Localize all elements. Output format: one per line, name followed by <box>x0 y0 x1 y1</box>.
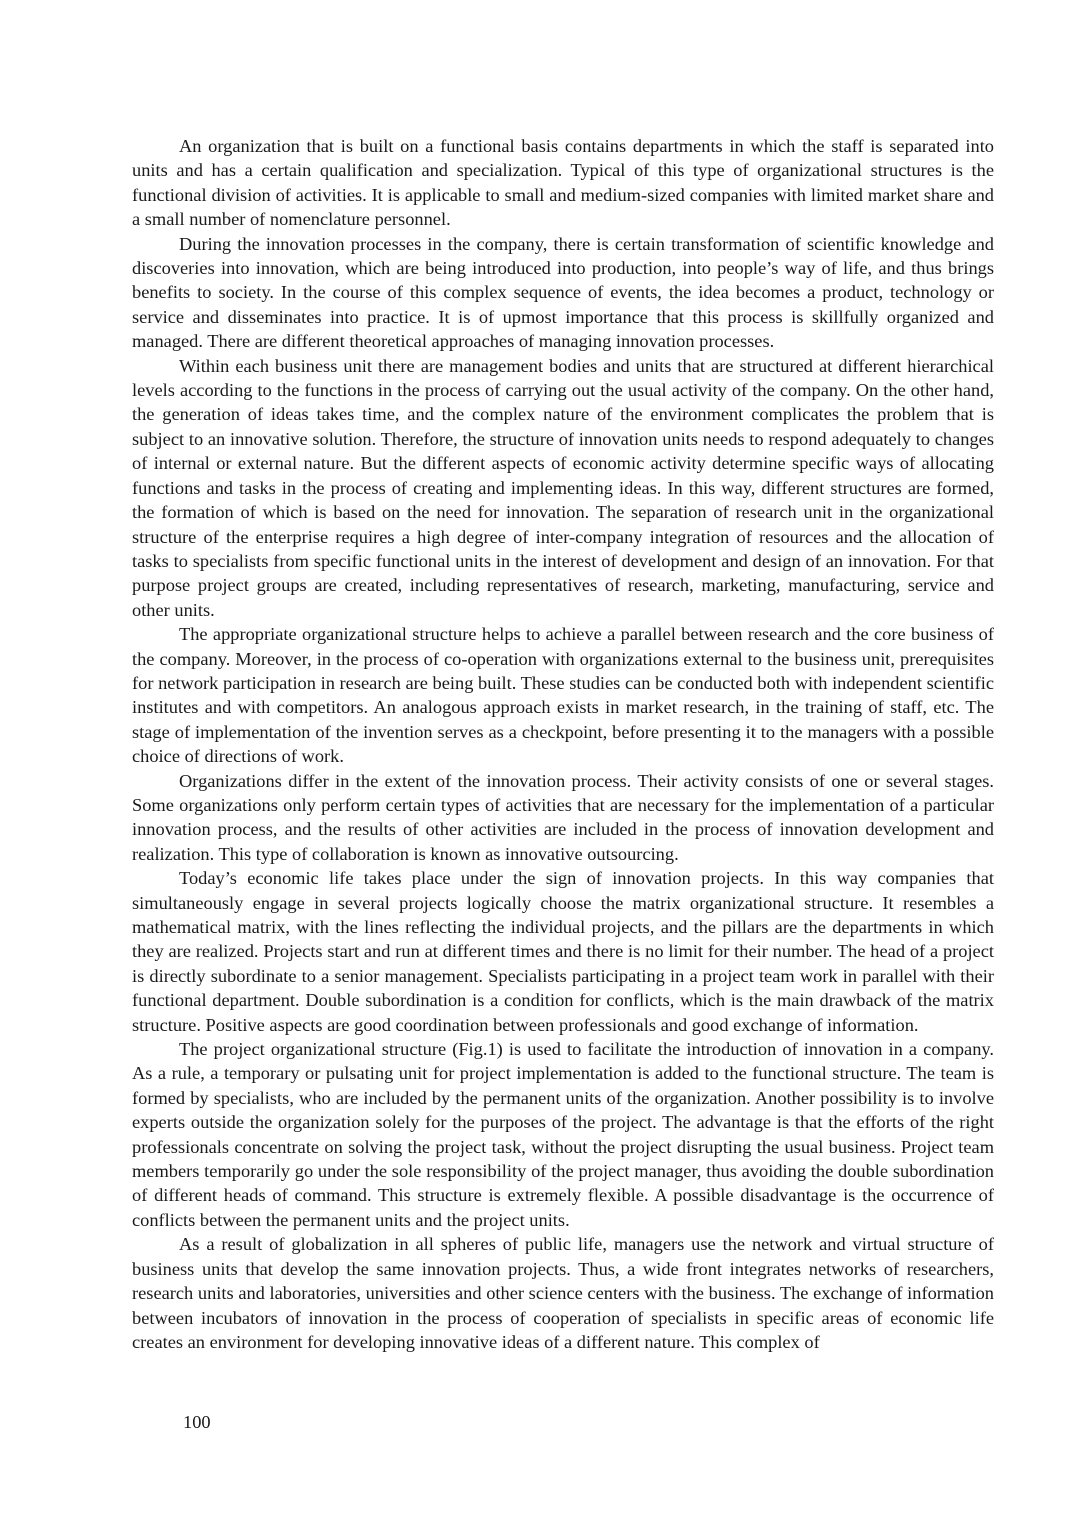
paragraph-innovation-extent: Organizations differ in the extent of the innovation process. Their activity consists of one or several stages. Some organizations only perform certain types of activities that are necessary for the implementation of a particular innovation process, and the results of other activities are included in the process of innovation development and realization. This type of collaboration is known as innovative outsourcing. <box>132 770 994 864</box>
paragraph-innovation-processes: During the innovation processes in the company, there is certain transformation of scientific knowledge and discoveries into innovation, which are being introduced into production, into people’s way of life, and thus brings benefits to society. In the course of this complex sequence of events, the idea becomes a product, technology or service and disseminates into practice. It is of upmost importance that this process is skillfully organized and managed. There are different theoretical approaches of managing innovation processes. <box>132 233 994 352</box>
page-number: 100 <box>183 1412 211 1432</box>
paragraph-functional-structure: An organization that is built on a functional basis contains departments in which the staff is separated into units and has a certain qualification and specialization. Typical of this type of organizational structures is the functional division of activities. It is applicable to small and medium-sized companies with limited market share and a small number of nomenclature personnel. <box>132 136 994 230</box>
page-body <box>132 134 994 1354</box>
paragraph-appropriate-structure: The appropriate organizational structure helps to achieve a parallel between research and the core business of the company. Moreover, in the process of co-operation with organizations external to the business unit, prerequisites for network participation in research are being built. These studies can be conducted both with independent scientific institutes and with competitors. An analogous approach exists in market research, in the training of staff, etc. The stage of implementation of the invention serves as a checkpoint, before presenting it to the managers with a possible choice of directions of work. <box>132 624 994 767</box>
paragraph-project-structure: The project organizational structure (Fig.1) is used to facilitate the introduction of innovation in a company. As a rule, a temporary or pulsating unit for project implementation is added to the functional structure. The team is formed by specialists, who are included by the permanent units of the organization. Another possibility is to involve experts outside the organization solely for the purposes of the project. The advantage is that the efforts of the right professionals concentrate on solving the project task, without the project disrupting the usual business. Project team members temporarily go under the sole responsibility of the project manager, thus avoiding the double subordination of different heads of command. This structure is extremely flexible. A possible disadvantage is the occurrence of conflicts between the permanent units and the project units. <box>132 1039 994 1230</box>
paragraph-matrix-structure: Today’s economic life takes place under the sign of innovation projects. In this way companies that simultaneously engage in several projects logically choose the matrix organizational structure. It resembles a mathematical matrix, with the lines reflecting the individual projects, and the pillars are the departments in which they are realized. Projects start and run at different times and there is no limit for their number. The head of a project is directly subordinate to a senior management. Specialists participating in a project team work in parallel with their functional department. Double subordination is a condition for conflicts, which is the main drawback of the matrix structure. Positive aspects are good coordination between professionals and good exchange of information. <box>132 868 994 1035</box>
paragraph-business-units: Within each business unit there are management bodies and units that are structured at different hierarchical levels according to the functions in the process of carrying out the usual activity of the company. On the other hand, the generation of ideas takes time, and the complex nature of the environment complicates the problem that is subject to an innovative solution. Therefore, the structure of innovation units needs to respond adequately to changes of internal or external nature. But the different aspects of economic activity determine specific ways of allocating functions and tasks in the process of creating and implementing ideas. In this way, different structures are formed, the formation of which is based on the need for innovation. The separation of research unit in the organizational structure of the enterprise requires a high degree of inter-company integration of resources and the allocation of tasks to specialists from specific functional units in the interest of development and design of an innovation. For that purpose project groups are created, including representatives of research, marketing, manufacturing, service and other units. <box>132 355 994 620</box>
paragraph-network-structure: As a result of globalization in all spheres of public life, managers use the network and virtual structure of business units that develop the same innovation projects. Thus, a wide front integrates networks of researchers, research units and laboratories, universities and other science centers with the business. The exchange of information between incubators of innovation in the process of cooperation of specialists in specific areas of economic life creates an environment for developing innovative ideas of a different nature. This complex of <box>132 1234 994 1352</box>
